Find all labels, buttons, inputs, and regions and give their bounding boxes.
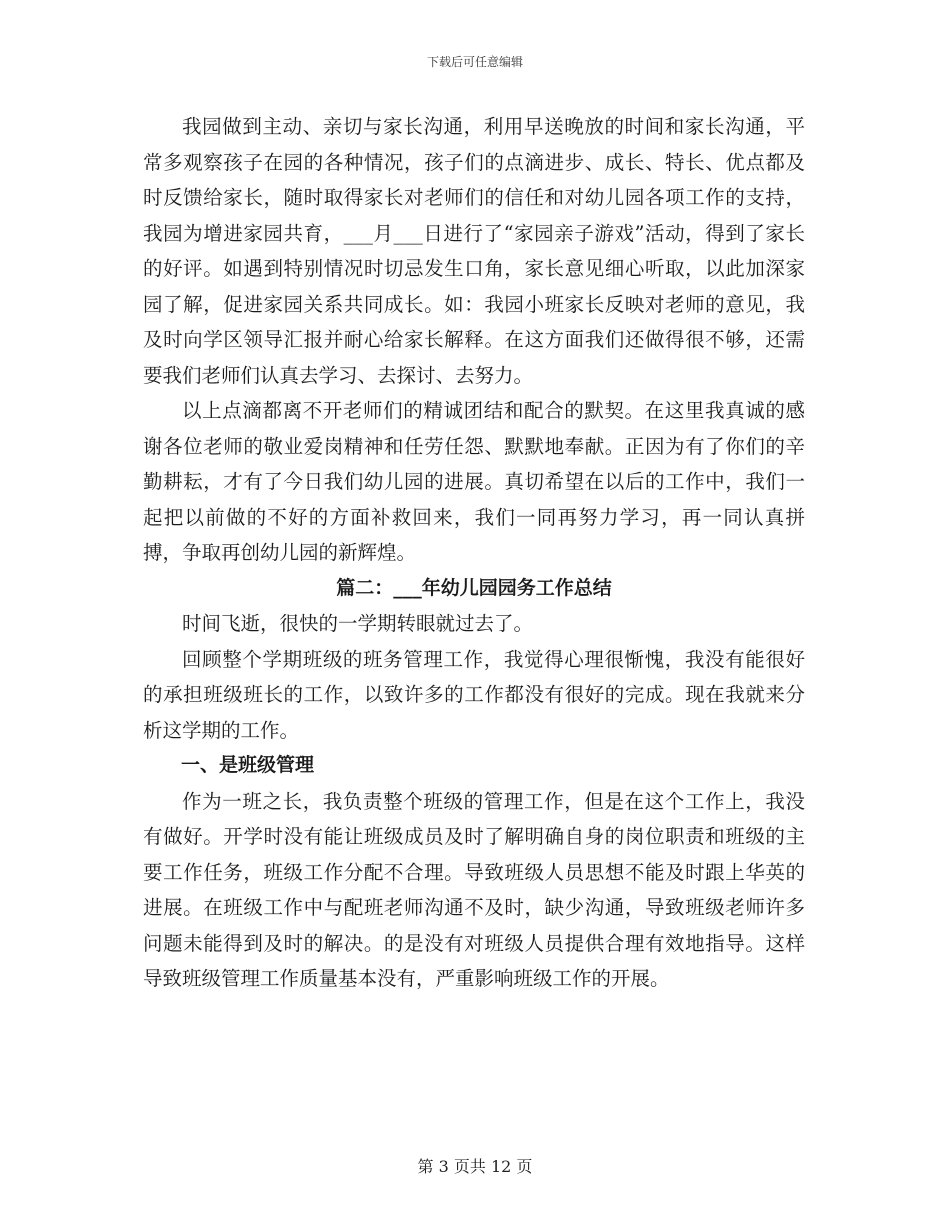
- section-title: 篇二：___年幼儿园园务工作总结: [336, 576, 612, 599]
- paragraph-intro: 时间飞逝，很快的一学期转眼就过去了。: [182, 612, 534, 635]
- document-body: [143, 109, 805, 997]
- paragraph-review: 回顾整个学期班级的班务管理工作，我觉得心理很惭愧，我没有能很好的承担班级班长的工作，以致许多的工作都没有很好的完成。现在我就来分析这学期的工作。: [143, 647, 805, 742]
- paragraph-parent-communication: 我园做到主动、亲切与家长沟通，利用早送晚放的时间和家长沟通，平常多观察孩子在园的各种情况，孩子们的点滴进步、成长、特长、优点都及时反馈给家长，随时取得家长对老师们的信任和对幼儿园各项工作的支持，我园为增进家园共育，___月___日进行了“家园亲子游戏”活动，得到了家长的好评。如遇到特别情况时切忌发生口角，家长意见细心听取，以此加深家园了解，促进家园关系共同成长。如：我园小班家长反映对老师的意见，我及时向学区领导汇报并耐心给家长解释。在这方面我们还做得很不够，还需要我们老师们认真去学习、去探讨、去努力。: [143, 115, 805, 387]
- page-number: 第 3 页共 12 页: [417, 1157, 533, 1176]
- page-header: 下载后可任意编辑: [426, 55, 523, 69]
- paragraph-class-management: 作为一班之长，我负责整个班级的管理工作，但是在这个工作上，我没有做好。开学时没有能让班级成员及时了解明确自身的岗位职责和班级的主要工作任务，班级工作分配不合理。导致班级人员思想不能及时跟上华英的进展。在班级工作中与配班老师沟通不及时，缺少沟通，导致班级老师许多问题未能得到及时的解决。的是没有对班级人员提供合理有效地指导。这样导致班级管理工作质量基本没有，严重影响班级工作的开展。: [143, 789, 805, 990]
- subheading-class-management: 一、是班级管理: [181, 754, 315, 776]
- paragraph-thanks: 以上点滴都离不开老师们的精诚团结和配合的默契。在这里我真诚的感谢各位老师的敬业爱岗精神和任劳任怨、默默地奉献。正因为有了你们的辛勤耕耘，才有了今日我们幼儿园的进展。真切希望在以后的工作中，我们一起把以前做的不好的方面补救回来，我们一同再努力学习，再一同认真拼搏，争取再创幼儿园的新辉煌。: [143, 399, 805, 564]
